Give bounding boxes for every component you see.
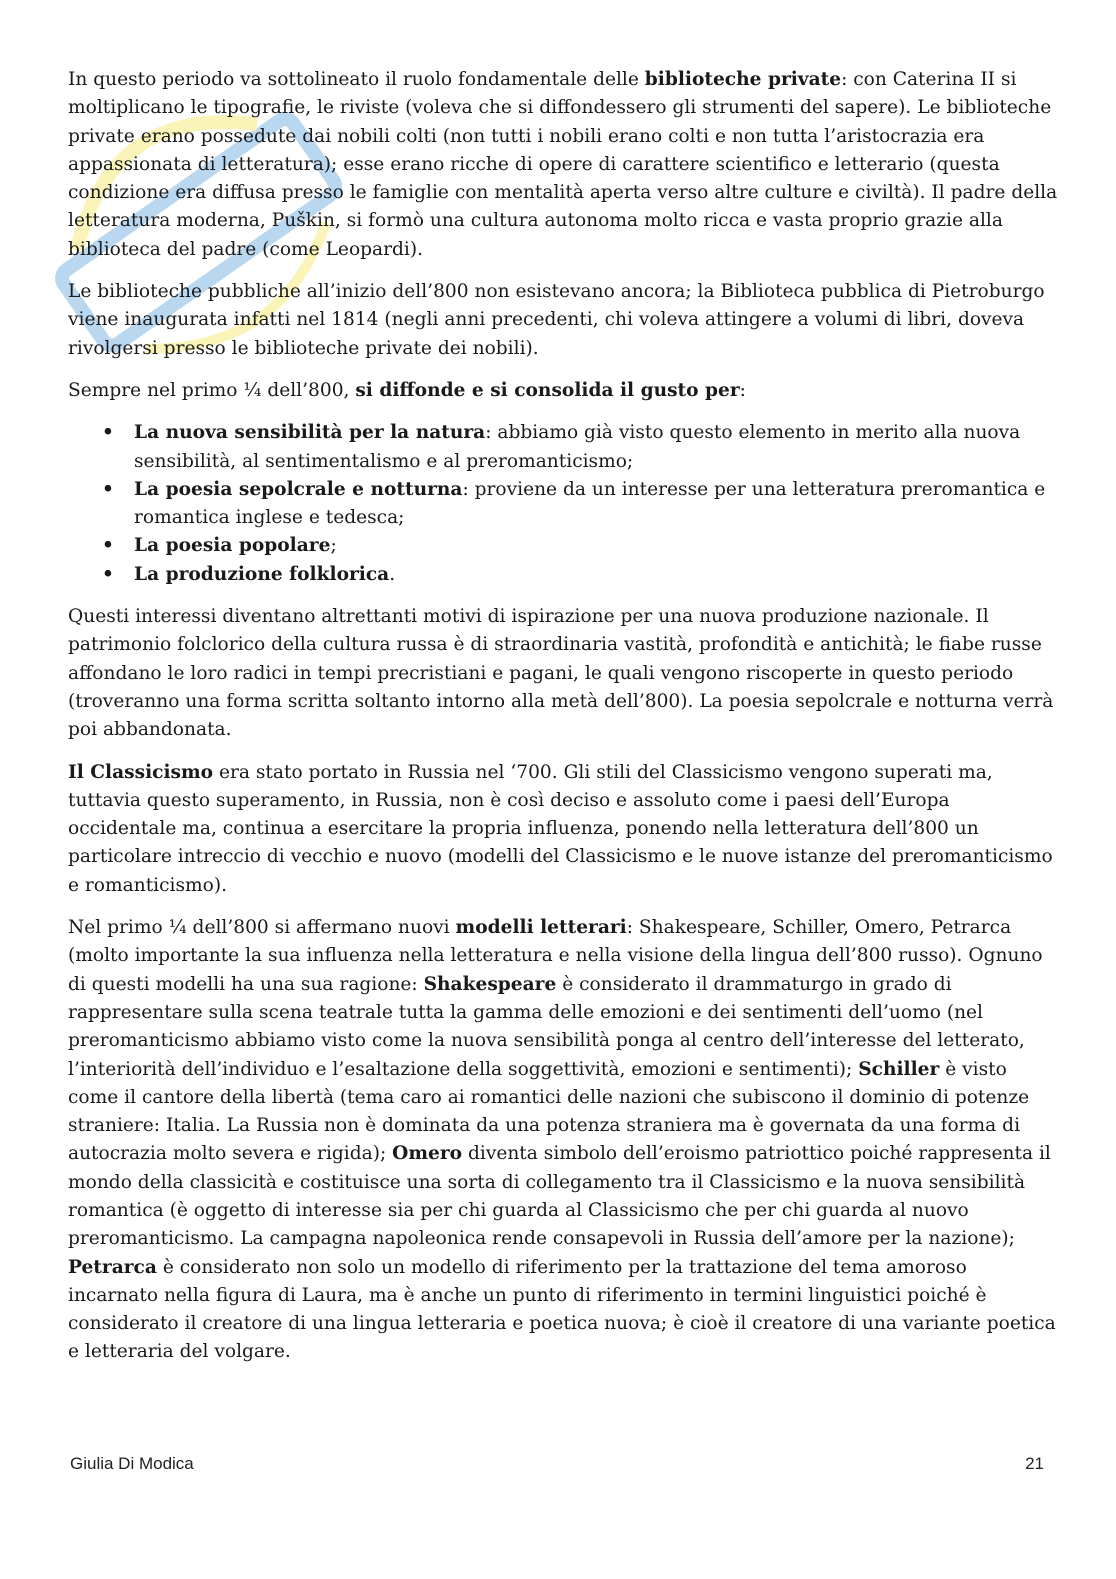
bold-term: La nuova sensibilità per la natura [134, 422, 486, 444]
bold-term: La poesia sepolcrale e notturna [134, 478, 463, 500]
bold-term: biblioteche private [644, 69, 842, 90]
bullet-icon: • [102, 563, 114, 585]
bold-term: Il Classicismo [68, 761, 214, 783]
text-run: è considerato il drammaturgo in grado di rappresentare sulla scena teatrale tutta la gamma delle emozioni e dei sentimenti dell’uomo (nel preromanticismo abbiamo visto come la nuova sensibilità ponga al centro dell’interesse del letterato, l’interiorità dell’individuo e l’esaltazione della soggettività, emozioni e sentimenti); [68, 973, 1025, 1080]
bold-term: Schiller [858, 1058, 940, 1080]
text-run: : abbiamo già visto questo elemento in merito alla nuova sensibilità, al sentimentalismo e al preromanticismo; [134, 422, 1021, 472]
paragraph-biblioteche-pubbliche: Le biblioteche pubbliche all’inizio dell’800 non esistevano ancora; la Biblioteca pubblica di Pietroburgo viene inaugurata infatti nel 1814 (negli anni precedenti, chi voleva attingere a volumi di libri, doveva rivolgersi presso le biblioteche private dei nobili). [68, 281, 1045, 359]
list-item [68, 561, 1058, 589]
list-item [68, 419, 1058, 476]
paragraph-interessi: Questi interessi diventano altrettanti motivi di ispirazione per una nuova produzione nazionale. Il patrimonio folclorico della cultura russa è di straordinaria vastità, profondità e antichità; le fiabe russe affondano le loro radici in tempi precristiani e pagani, le quali vengono riscoperte in questo periodo (troveranno una forma scritta soltanto intorno alla metà dell’800). La poesia sepolcrale e notturna verrà poi abbandonata. [68, 606, 1054, 741]
page-number: 21 [1025, 1454, 1044, 1473]
text-run: diventa simbolo dell’eroismo patriottico poiché rappresenta il mondo della classicità e costituisce una sorta di collegamento tra il Classicismo e la nuova sensibilità romantica (è oggetto di interesse sia per chi guarda al Classicismo che per chi guarda al nuovo preromanticismo. La campagna napoleonica rende consapevoli in Russia dell’amore per la nazione); [68, 1143, 1051, 1250]
paragraph-gusto [68, 377, 1058, 405]
text-run: : con Caterina II si moltiplicano le tipografie, le riviste (voleva che si diffondessero gli strumenti del sapere). Le biblioteche private erano possedute dai nobili colti (non tutti i nobili erano colti e non tutta l’aristocrazia era appassionata di letteratura); esse erano ricche di opere di carattere scientifico e letterario (questa condizione era diffusa presso le famiglie con mentalità aperta verso altre culture e civiltà). Il padre della letteratura moderna, Puškin, si formò una cultura autonoma molto ricca e vasta proprio grazie alla biblioteca del padre (come Leopardi). [68, 69, 1058, 260]
bold-term: modelli letterari [455, 917, 627, 939]
text-run: : [739, 379, 746, 401]
bullet-icon: • [102, 422, 114, 444]
bullet-list [68, 419, 1058, 589]
paragraph-biblioteche-private [68, 66, 1058, 264]
bullet-icon: • [102, 535, 114, 557]
bold-term: Shakespeare [423, 973, 557, 995]
text-run: è considerato non solo un modello di riferimento per la trattazione del tema amoroso incarnato nella figura di Laura, ma è anche un punto di riferimento in termini linguistici poiché è considerato il creatore di una lingua letteraria e poetica nuova; è cioè il creatore di una variante poetica e letteraria del volgare. [68, 1256, 1056, 1363]
text-run: : proviene da un interesse per una letteratura preromantica e romantica inglese e tedesca; [134, 478, 1046, 529]
bold-term: La produzione folklorica [134, 563, 390, 585]
text-run: In questo periodo va sottolineato il ruolo fondamentale delle [68, 69, 645, 90]
text-run: è visto come il cantore della libertà (tema caro ai romantici delle nazioni che subiscono il dominio di potenze straniere: Italia. La Russia non è dominata da una potenza straniera ma è governata da una forma di autocrazia molto severa e rigida); [68, 1058, 1030, 1165]
text-run: . [389, 563, 396, 585]
text-run: : Shakespeare, Schiller, Omero, Petrarca (molto importante la sua influenza nella letteratura e nella visione della lingua dell’800 russo). Ognuno di questi modelli ha una sua ragione: [68, 917, 1043, 995]
paragraph-modelli-letterari [68, 914, 1058, 1367]
list-item [68, 532, 1058, 560]
list-item [68, 476, 1058, 533]
bold-term: La poesia popolare [134, 535, 331, 557]
bullet-icon: • [102, 478, 114, 500]
footer-author: Giulia Di Modica [70, 1454, 194, 1473]
bold-term: Petrarca [68, 1256, 157, 1278]
paragraph-classicismo [68, 759, 1058, 900]
text-run: Sempre nel primo ¼ dell’800, [68, 379, 356, 401]
text-run: Nel primo ¼ dell’800 si affermano nuovi [68, 917, 456, 939]
bold-term: Omero [392, 1143, 463, 1165]
text-run: era stato portato in Russia nel ‘700. Gli stili del Classicismo vengono superati ma, tuttavia questo superamento, in Russia, non è così deciso e assoluto come i paesi dell’Europa occidentale ma, continua a esercitare la propria influenza, ponendo nella letteratura dell’800 un particolare intreccio di vecchio e nuovo (modelli del Classicismo e le nuove istanze del preromanticismo e romanticismo). [68, 761, 1053, 896]
document-body [68, 66, 1058, 1381]
bold-term: si diffonde e si consolida il gusto per [355, 379, 740, 401]
text-run: ; [330, 535, 337, 557]
